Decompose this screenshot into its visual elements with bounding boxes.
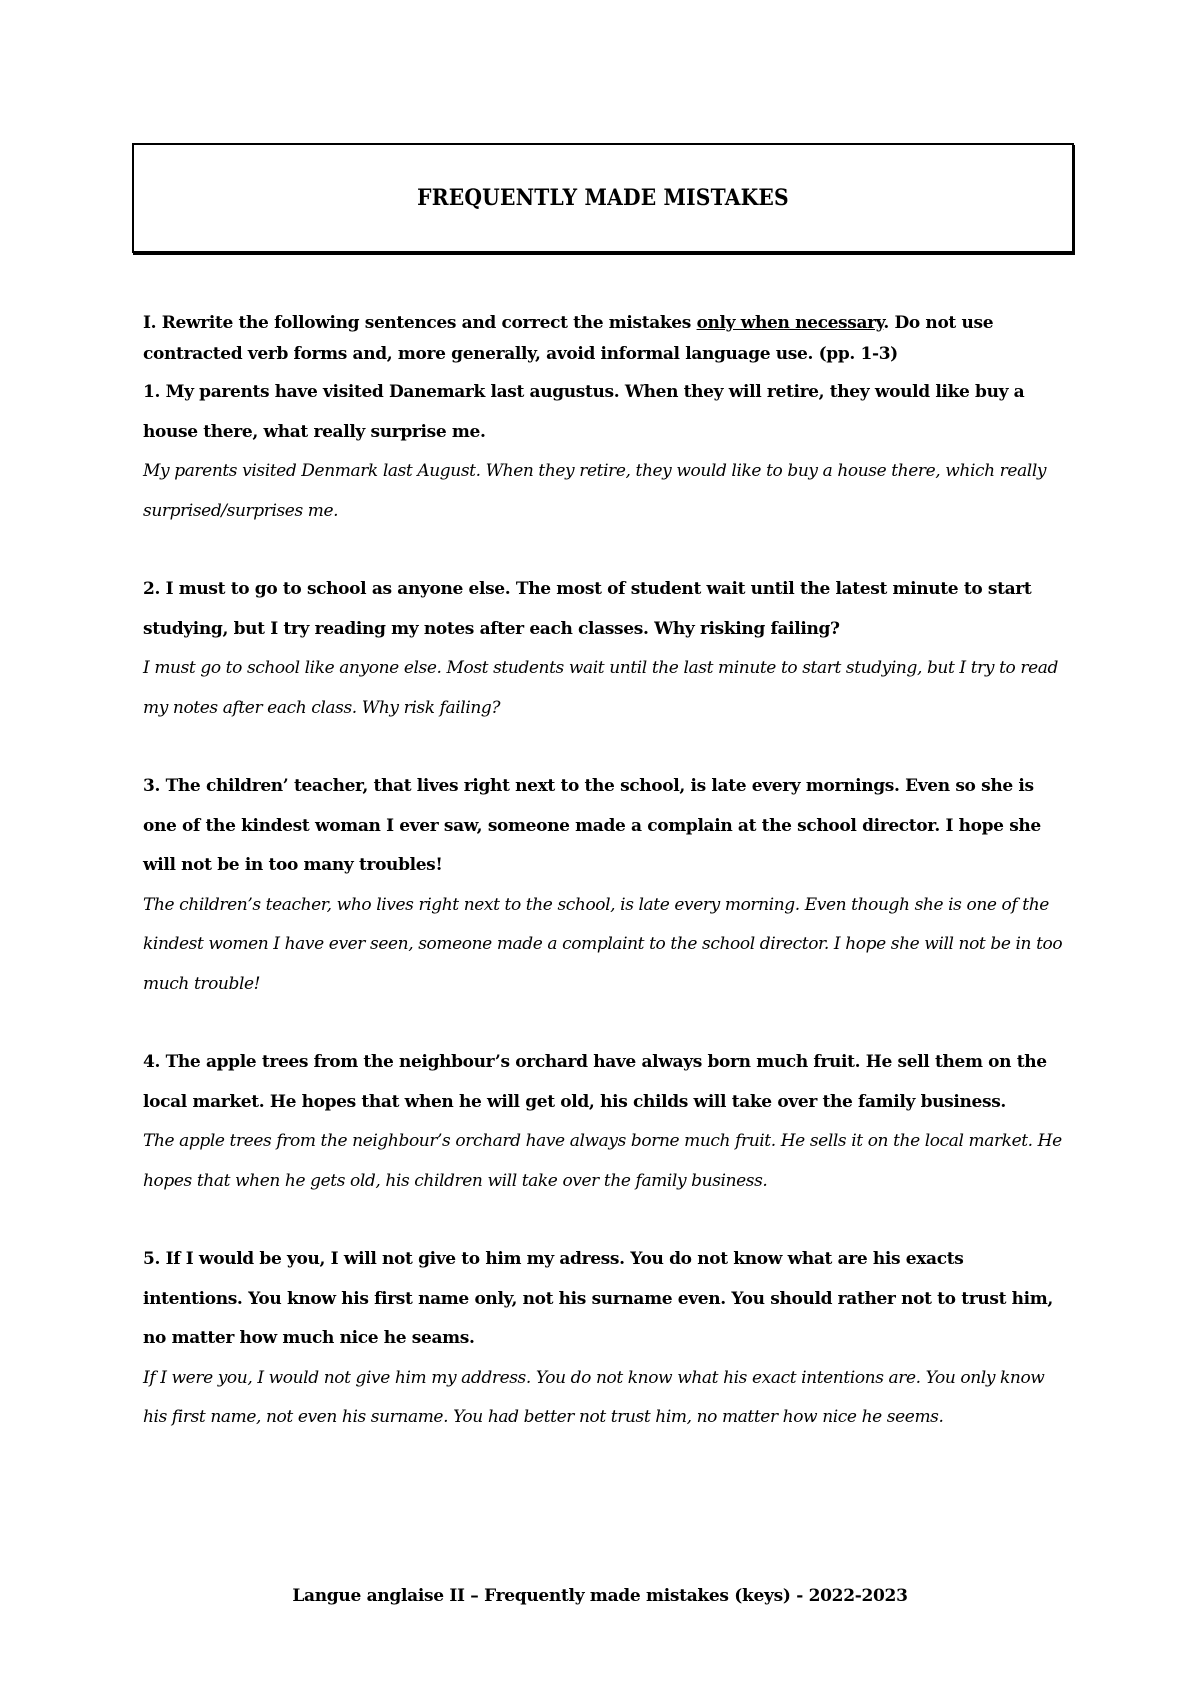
instructions: [143, 308, 1068, 370]
exercise-sentence: 1. My parents have visited Danemark last augustus. When they will retire, they would like buy a house there, what really surprise me.: [143, 382, 1025, 442]
exercise-sentence: 4. The apple trees from the neighbour’s orchard have always born much fruit. He sell them on the local market. He hopes that when he will get old, his childs will take over the family business.: [143, 1052, 1047, 1112]
exercise-answer: If I were you, I would not give him my address. You do not know what his exact intentions are. You only know his first name, not even his surname. You had better not trust him, no matter how nice he seems.: [143, 1367, 1045, 1427]
instructions-text: I. Rewrite the following sentences and correct the mistakes: [143, 313, 697, 333]
exercise-4: [143, 1043, 1068, 1201]
exercise-answer: My parents visited Denmark last August. When they retire, they would like to buy a house there, which really surprised/surprises me.: [143, 461, 1047, 521]
exercise-sentence: 2. I must to go to school as anyone else. The most of student wait until the latest minute to start studying, but I try reading my notes after each classes. Why risking failing?: [143, 579, 1032, 639]
instructions-underlined: only when necessary: [696, 313, 884, 333]
exercise-1: [143, 373, 1068, 531]
instructions-text-end: . Do not use contracted verb forms and, more generally, avoid informal language use. (pp. 1-3): [143, 313, 994, 364]
exercise-3: [143, 767, 1068, 1004]
exercise-sentence: 3. The children’ teacher, that lives right next to the school, is late every mornings. Even so she is one of the kindest woman I ever saw, someone made a complain at the school director. I hope she will not be in too many troubles!: [143, 776, 1041, 875]
title-box: [132, 143, 1074, 253]
page-footer: Langue anglaise II – Frequently made mistakes (keys) - 2022-2023: [292, 1586, 908, 1606]
content-body: [143, 308, 1068, 1438]
exercise-answer: I must go to school like anyone else. Most students wait until the last minute to start studying, but I try to read my notes after each class. Why risk failing?: [143, 658, 1058, 718]
exercise-answer: The children’s teacher, who lives right next to the school, is late every morning. Even though she is one of the kindest women I have ever seen, someone made a complaint to the school director. I hope she will not be in too much trouble!: [143, 894, 1063, 994]
exercise-sentence: 5. If I would be you, I will not give to him my adress. You do not know what are his exacts intentions. You know his first name only, not his surname even. You should rather not to trust him, no matter how much nice he seams.: [143, 1249, 1053, 1348]
exercise-answer: The apple trees from the neighbour’s orchard have always borne much fruit. He sells it on the local market. He hopes that when he gets old, his children will take over the family business.: [143, 1131, 1062, 1191]
exercise-2: [143, 570, 1068, 728]
page-title: FREQUENTLY MADE MISTAKES: [417, 185, 789, 211]
exercise-5: [143, 1240, 1068, 1438]
